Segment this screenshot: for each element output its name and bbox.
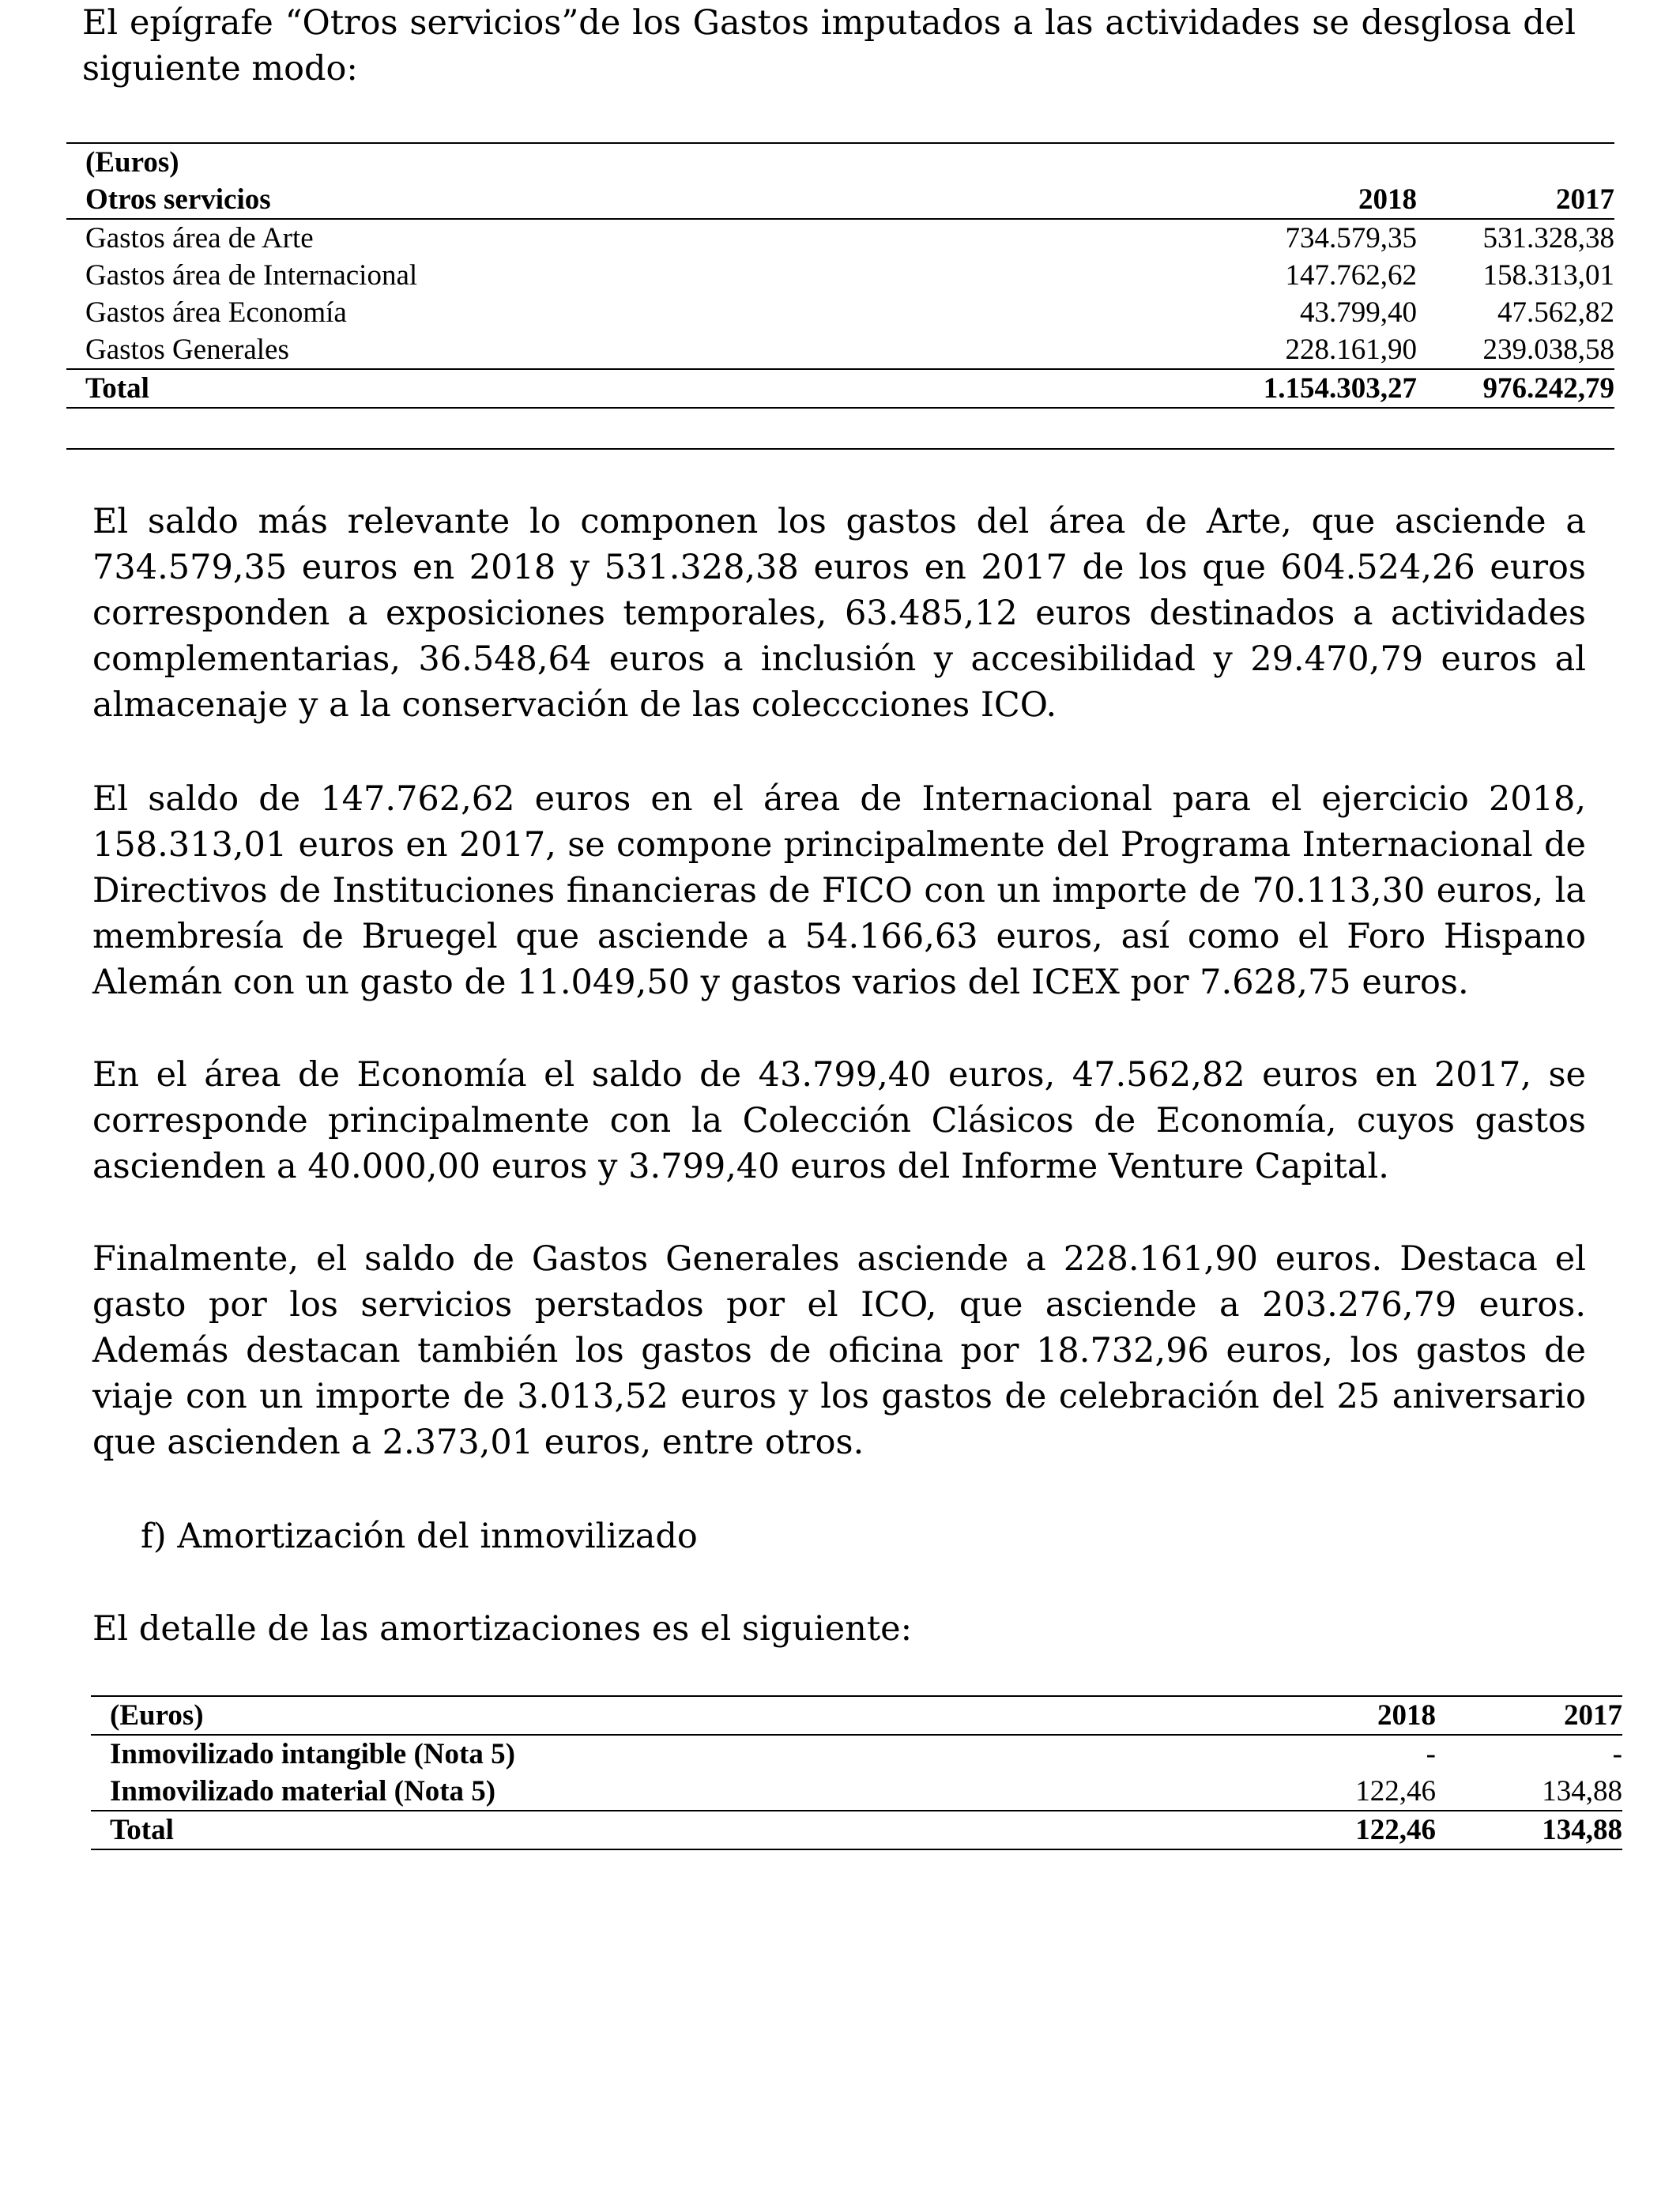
table-row [91, 1735, 1622, 1773]
row-label: Gastos área de Arte [85, 222, 314, 254]
table-row [66, 331, 1614, 369]
row-2018: 43.799,40 [1299, 296, 1417, 329]
row-2017: 158.313,01 [1482, 259, 1614, 292]
total-label: Total [66, 369, 1255, 408]
row-2018: 122,46 [1355, 1775, 1436, 1808]
paragraph-arte: El saldo más relevante lo componen los gastos del área de Arte, que asciende a 734.579,35 euros en 2018 y 531.328,38 euros en 2017 de los que 604.524,26 euros corresponden a exposiciones temporales, 63.485,12 euros destinados a actividades complementarias, 36.548,64 euros a inclusión y accesibilidad y 29.470,79 euros al almacenaje y a la conservación de las coleccciones ICO. [92, 502, 1586, 725]
header-2017: 2017 [1436, 1696, 1622, 1735]
table-header-row [91, 1696, 1622, 1735]
table-total-row [91, 1811, 1622, 1849]
paragraph-economia: En el área de Economía el saldo de 43.799,40 euros, 47.562,82 euros en 2017, se corresponde principalmente con la Colección Clásicos de Economía, cuyos gastos ascienden a 40.000,00 euros y 3.799,40 euros del Informe Venture Capital. [92, 1055, 1586, 1186]
row-label: Gastos área de Internacional [85, 259, 418, 292]
total-2017: 976.242,79 [1417, 369, 1614, 408]
row-label: Inmovilizado intangible (Nota 5) [110, 1738, 515, 1770]
table-unit-label: (Euros) [66, 143, 1255, 181]
table-row [66, 219, 1614, 257]
row-label: Gastos Generales [85, 334, 289, 366]
row-2017: 531.328,38 [1482, 222, 1614, 254]
paragraph-amortizaciones-intro: El detalle de las amortizaciones es el siguiente: [92, 1609, 913, 1649]
table-row [91, 1773, 1622, 1811]
row-2017: 134,88 [1542, 1775, 1622, 1808]
otros-servicios-table [66, 142, 1614, 409]
intro-paragraph: El epígrafe “Otros servicios”de los Gastos imputados a las actividades se desglosa del siguiente modo: [82, 3, 1576, 89]
header-2018: 2018 [1255, 181, 1417, 219]
table-row [66, 257, 1614, 294]
total-2017: 134,88 [1436, 1811, 1622, 1849]
table-total-row [66, 369, 1614, 408]
row-2017: 239.038,58 [1482, 334, 1614, 366]
paragraph-internacional: El saldo de 147.762,62 euros en el área de Internacional para el ejercicio 2018, 158.313,01 euros en 2017, se compone principalmente del Programa Internacional de Directivos de Instituciones financieras de FICO con un importe de 70.113,30 euros, la membresía de Bruegel que asciende a 54.166,63 euros, así como el Foro Hispano Alemán con un gasto de 11.049,50 y gastos varios del ICEX por 7.628,75 euros. [92, 779, 1586, 1002]
table-row [66, 294, 1614, 331]
row-2017: 47.562,82 [1497, 296, 1614, 329]
header-label: (Euros) [91, 1696, 1303, 1735]
section-heading: f) Amortización del inmovilizado [141, 1517, 698, 1556]
header-label: Otros servicios [66, 181, 1255, 219]
paragraph-generales: Finalmente, el saldo de Gastos Generales asciende a 228.161,90 euros. Destaca el gasto por los servicios perstados por el ICO, que asciende a 203.276,79 euros. Además destacan también los gastos de oficina por 18.732,96 euros, los gastos de viaje con un importe de 3.013,52 euros y los gastos de celebración del 25 aniversario que ascienden a 2.373,01 euros, entre otros. [92, 1239, 1586, 1462]
total-2018: 1.154.303,27 [1255, 369, 1417, 408]
row-2018: - [1426, 1738, 1436, 1770]
row-2018: 228.161,90 [1285, 334, 1417, 366]
header-2017: 2017 [1417, 181, 1614, 219]
row-label: Inmovilizado material (Nota 5) [110, 1775, 496, 1808]
amortizacion-table [91, 1695, 1622, 1850]
header-2018: 2018 [1303, 1696, 1436, 1735]
table-unit-row [66, 143, 1614, 181]
row-2018: 147.762,62 [1285, 259, 1417, 292]
table-header-row [66, 181, 1614, 219]
total-label: Total [91, 1811, 1303, 1849]
total-2018: 122,46 [1303, 1811, 1436, 1849]
row-label: Gastos área Economía [85, 296, 347, 329]
row-2018: 734.579,35 [1285, 222, 1417, 254]
row-2017: - [1612, 1738, 1622, 1770]
table-divider-rule [66, 448, 1614, 450]
